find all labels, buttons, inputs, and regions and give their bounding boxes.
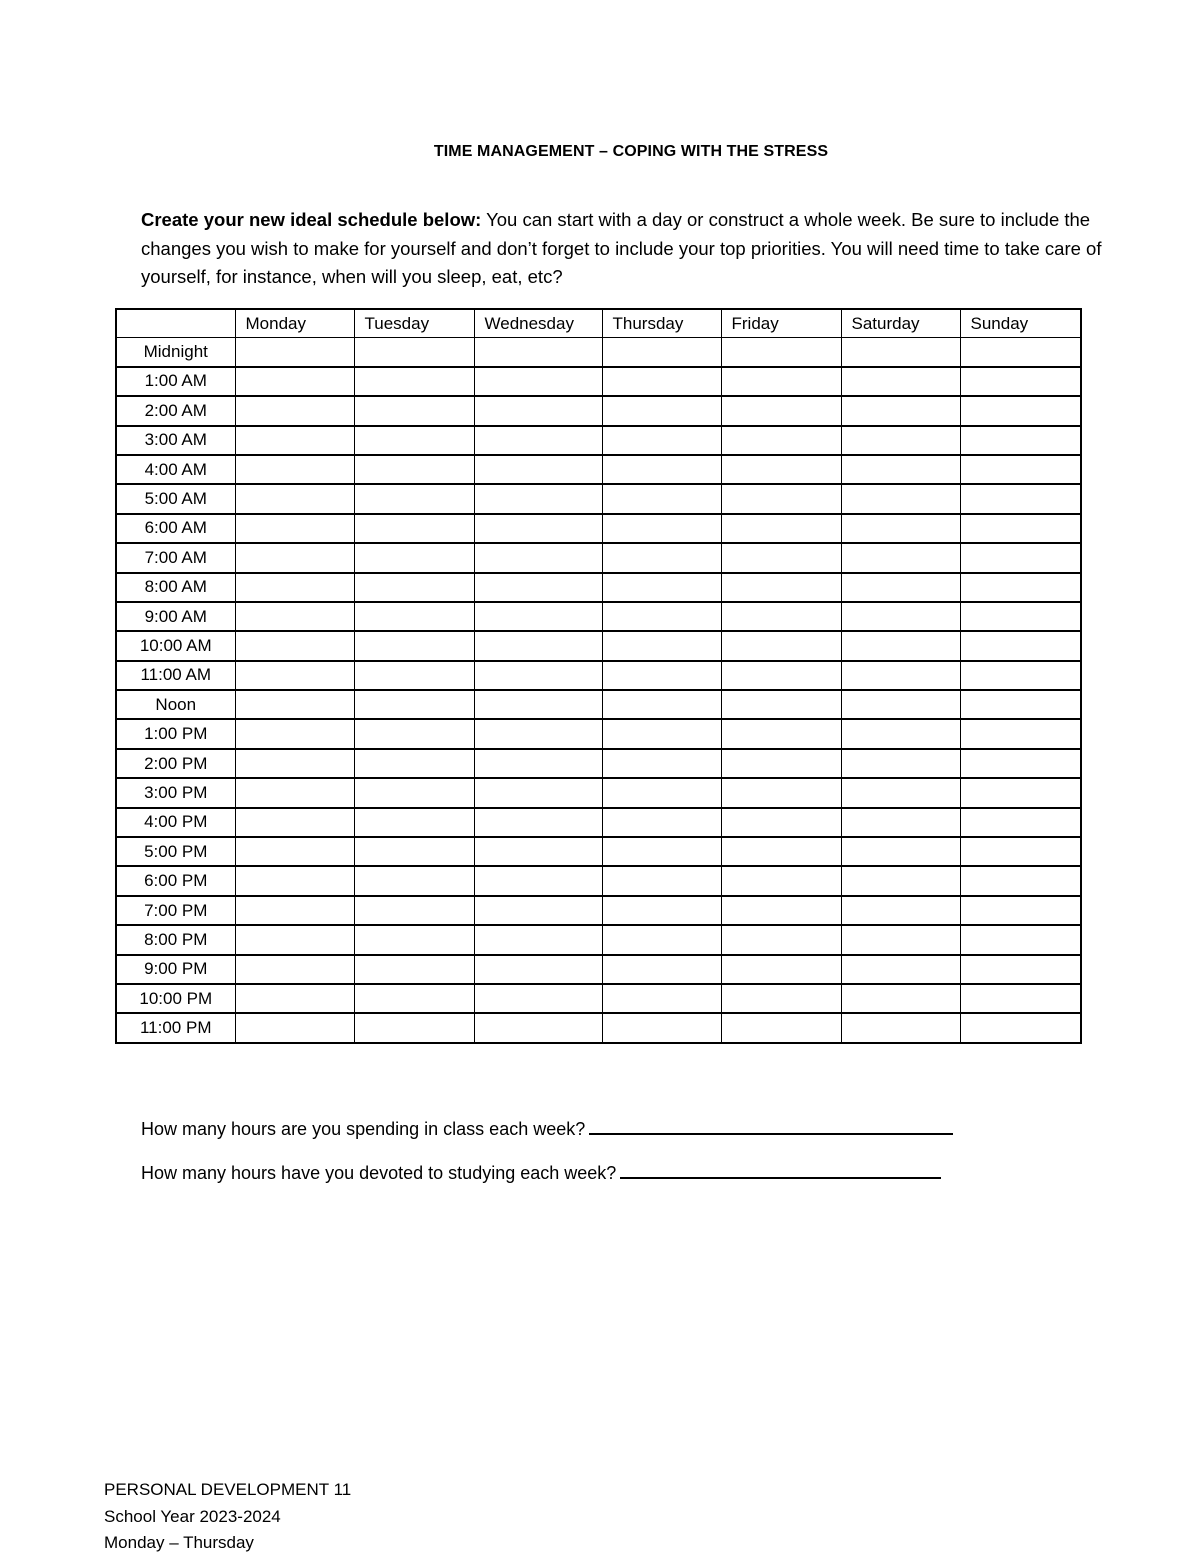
schedule-cell[interactable]	[841, 896, 960, 925]
schedule-cell[interactable]	[474, 837, 602, 866]
question-study-hours	[141, 1159, 941, 1184]
schedule-cell[interactable]	[235, 984, 354, 1013]
schedule-cell[interactable]	[841, 690, 960, 719]
schedule-cell[interactable]	[721, 338, 841, 367]
schedule-cell[interactable]	[841, 573, 960, 602]
schedule-cell[interactable]	[602, 955, 721, 984]
schedule-cell[interactable]	[354, 602, 474, 631]
header-corner-cell	[116, 309, 235, 338]
time-slot-label: 6:00 PM	[116, 866, 235, 895]
schedule-cell[interactable]	[841, 396, 960, 425]
schedule-cell[interactable]	[960, 1013, 1081, 1042]
schedule-cell[interactable]	[960, 484, 1081, 513]
schedule-cell[interactable]	[235, 1013, 354, 1042]
schedule-cell[interactable]	[474, 631, 602, 660]
schedule-cell[interactable]	[354, 631, 474, 660]
schedule-cell[interactable]	[841, 367, 960, 396]
schedule-cell[interactable]	[474, 778, 602, 807]
schedule-cell[interactable]	[602, 455, 721, 484]
schedule-cell[interactable]	[474, 984, 602, 1013]
schedule-cell[interactable]	[721, 866, 841, 895]
time-slot-label: 8:00 AM	[116, 573, 235, 602]
schedule-cell[interactable]	[960, 573, 1081, 602]
time-slot-label: 7:00 PM	[116, 896, 235, 925]
schedule-cell[interactable]	[235, 338, 354, 367]
schedule-cell[interactable]	[602, 925, 721, 954]
schedule-row	[116, 396, 1081, 425]
schedule-cell[interactable]	[721, 925, 841, 954]
schedule-cell[interactable]	[602, 896, 721, 925]
time-slot-label: 10:00 PM	[116, 984, 235, 1013]
schedule-cell[interactable]	[474, 719, 602, 748]
schedule-row	[116, 984, 1081, 1013]
schedule-row	[116, 719, 1081, 748]
schedule-cell[interactable]	[235, 602, 354, 631]
schedule-cell[interactable]	[474, 426, 602, 455]
schedule-cell[interactable]	[354, 367, 474, 396]
schedule-cell[interactable]	[602, 719, 721, 748]
schedule-cell[interactable]	[354, 455, 474, 484]
schedule-cell[interactable]	[841, 925, 960, 954]
time-slot-label: 11:00 AM	[116, 661, 235, 690]
schedule-cell[interactable]	[474, 514, 602, 543]
schedule-row	[116, 338, 1081, 367]
schedule-cell[interactable]	[235, 719, 354, 748]
schedule-cell[interactable]	[721, 602, 841, 631]
schedule-cell[interactable]	[474, 484, 602, 513]
schedule-cell[interactable]	[960, 866, 1081, 895]
schedule-cell[interactable]	[721, 984, 841, 1013]
schedule-cell[interactable]	[354, 396, 474, 425]
schedule-cell[interactable]	[602, 514, 721, 543]
schedule-cell[interactable]	[354, 984, 474, 1013]
schedule-cell[interactable]	[474, 925, 602, 954]
schedule-cell[interactable]	[354, 719, 474, 748]
schedule-cell[interactable]	[721, 484, 841, 513]
time-slot-label: 2:00 AM	[116, 396, 235, 425]
schedule-cell[interactable]	[474, 338, 602, 367]
schedule-row	[116, 426, 1081, 455]
answer-line-study-hours[interactable]	[620, 1159, 941, 1179]
schedule-cell[interactable]	[354, 543, 474, 572]
schedule-cell[interactable]	[721, 719, 841, 748]
schedule-cell[interactable]	[960, 455, 1081, 484]
schedule-cell[interactable]	[474, 690, 602, 719]
schedule-cell[interactable]	[602, 426, 721, 455]
schedule-cell[interactable]	[235, 955, 354, 984]
schedule-cell[interactable]	[721, 778, 841, 807]
schedule-cell[interactable]	[354, 896, 474, 925]
schedule-cell[interactable]	[474, 661, 602, 690]
schedule-cell[interactable]	[602, 778, 721, 807]
schedule-cell[interactable]	[235, 808, 354, 837]
schedule-cell[interactable]	[354, 514, 474, 543]
schedule-cell[interactable]	[960, 984, 1081, 1013]
schedule-row	[116, 808, 1081, 837]
schedule-cell[interactable]	[354, 778, 474, 807]
schedule-cell[interactable]	[960, 896, 1081, 925]
document-footer	[104, 1477, 351, 1557]
schedule-cell[interactable]	[235, 573, 354, 602]
schedule-cell[interactable]	[354, 749, 474, 778]
schedule-cell[interactable]	[841, 631, 960, 660]
header-day-friday: Friday	[721, 309, 841, 338]
schedule-cell[interactable]	[602, 866, 721, 895]
schedule-cell[interactable]	[474, 955, 602, 984]
schedule-cell[interactable]	[721, 955, 841, 984]
answer-line-class-hours[interactable]	[589, 1115, 953, 1135]
schedule-cell[interactable]	[354, 808, 474, 837]
schedule-cell[interactable]	[235, 837, 354, 866]
schedule-cell[interactable]	[721, 455, 841, 484]
schedule-cell[interactable]	[354, 1013, 474, 1042]
time-slot-label: 1:00 AM	[116, 367, 235, 396]
schedule-cell[interactable]	[354, 338, 474, 367]
schedule-cell[interactable]	[235, 514, 354, 543]
schedule-row	[116, 631, 1081, 660]
time-slot-label: 5:00 AM	[116, 484, 235, 513]
schedule-cell[interactable]	[235, 925, 354, 954]
schedule-cell[interactable]	[235, 631, 354, 660]
schedule-cell[interactable]	[474, 808, 602, 837]
schedule-cell[interactable]	[354, 690, 474, 719]
schedule-cell[interactable]	[960, 778, 1081, 807]
schedule-body	[116, 338, 1081, 1043]
schedule-cell[interactable]	[474, 1013, 602, 1042]
schedule-cell[interactable]	[235, 367, 354, 396]
schedule-cell[interactable]	[354, 661, 474, 690]
schedule-cell[interactable]	[841, 1013, 960, 1042]
schedule-row	[116, 925, 1081, 954]
schedule-cell[interactable]	[721, 749, 841, 778]
schedule-cell[interactable]	[841, 484, 960, 513]
schedule-cell[interactable]	[721, 896, 841, 925]
schedule-cell[interactable]	[235, 896, 354, 925]
schedule-cell[interactable]	[354, 866, 474, 895]
schedule-cell[interactable]	[960, 338, 1081, 367]
schedule-cell[interactable]	[602, 396, 721, 425]
schedule-cell[interactable]	[354, 837, 474, 866]
schedule-row	[116, 573, 1081, 602]
header-day-wednesday: Wednesday	[474, 309, 602, 338]
question-study-hours-text: How many hours have you devoted to studying each week?	[141, 1163, 617, 1183]
schedule-row	[116, 367, 1081, 396]
schedule-cell[interactable]	[841, 426, 960, 455]
schedule-cell[interactable]	[960, 719, 1081, 748]
schedule-cell[interactable]	[602, 661, 721, 690]
time-slot-label: Noon	[116, 690, 235, 719]
schedule-cell[interactable]	[235, 396, 354, 425]
schedule-cell[interactable]	[354, 426, 474, 455]
schedule-cell[interactable]	[474, 573, 602, 602]
schedule-cell[interactable]	[602, 338, 721, 367]
schedule-cell[interactable]	[474, 543, 602, 572]
schedule-cell[interactable]	[841, 514, 960, 543]
schedule-cell[interactable]	[721, 396, 841, 425]
schedule-cell[interactable]	[960, 602, 1081, 631]
time-slot-label: 10:00 AM	[116, 631, 235, 660]
footer-course: PERSONAL DEVELOPMENT 11	[104, 1480, 352, 1499]
time-slot-label: 8:00 PM	[116, 925, 235, 954]
time-slot-label: Midnight	[116, 338, 235, 367]
schedule-cell[interactable]	[602, 484, 721, 513]
time-slot-label: 9:00 PM	[116, 955, 235, 984]
question-class-hours-text: How many hours are you spending in class each week?	[141, 1119, 586, 1139]
schedule-cell[interactable]	[354, 955, 474, 984]
schedule-row	[116, 484, 1081, 513]
schedule-cell[interactable]	[602, 690, 721, 719]
schedule-cell[interactable]	[602, 543, 721, 572]
schedule-cell[interactable]	[960, 631, 1081, 660]
header-day-tuesday: Tuesday	[354, 309, 474, 338]
schedule-cell[interactable]	[960, 661, 1081, 690]
header-day-sunday: Sunday	[960, 309, 1081, 338]
schedule-cell[interactable]	[602, 602, 721, 631]
schedule-cell[interactable]	[960, 426, 1081, 455]
time-slot-label: 11:00 PM	[116, 1013, 235, 1042]
schedule-cell[interactable]	[960, 396, 1081, 425]
schedule-cell[interactable]	[474, 866, 602, 895]
schedule-row	[116, 955, 1081, 984]
schedule-row	[116, 455, 1081, 484]
time-slot-label: 4:00 PM	[116, 808, 235, 837]
schedule-cell[interactable]	[235, 690, 354, 719]
schedule-cell[interactable]	[354, 573, 474, 602]
time-slot-label: 1:00 PM	[116, 719, 235, 748]
schedule-cell[interactable]	[841, 808, 960, 837]
schedule-cell[interactable]	[235, 661, 354, 690]
schedule-cell[interactable]	[841, 837, 960, 866]
footer-school-year: School Year 2023-2024	[104, 1506, 281, 1526]
schedule-row	[116, 778, 1081, 807]
schedule-cell[interactable]	[960, 808, 1081, 837]
schedule-cell[interactable]	[235, 749, 354, 778]
schedule-cell[interactable]	[721, 631, 841, 660]
time-slot-label: 3:00 PM	[116, 778, 235, 807]
schedule-cell[interactable]	[960, 543, 1081, 572]
schedule-cell[interactable]	[960, 925, 1081, 954]
schedule-cell[interactable]	[602, 984, 721, 1013]
schedule-row	[116, 661, 1081, 690]
schedule-cell[interactable]	[602, 837, 721, 866]
schedule-row	[116, 543, 1081, 572]
time-slot-label: 6:00 AM	[116, 514, 235, 543]
schedule-cell[interactable]	[474, 896, 602, 925]
header-day-saturday: Saturday	[841, 309, 960, 338]
schedule-cell[interactable]	[960, 690, 1081, 719]
schedule-cell[interactable]	[354, 925, 474, 954]
schedule-cell[interactable]	[841, 661, 960, 690]
schedule-cell[interactable]	[841, 455, 960, 484]
schedule-cell[interactable]	[235, 484, 354, 513]
time-slot-label: 9:00 AM	[116, 602, 235, 631]
schedule-cell[interactable]	[602, 1013, 721, 1042]
schedule-header-row	[116, 309, 1081, 338]
instructions-lead: Create your new ideal schedule below:	[141, 209, 482, 230]
schedule-cell[interactable]	[602, 573, 721, 602]
schedule-cell[interactable]	[474, 602, 602, 631]
question-class-hours	[141, 1115, 953, 1140]
schedule-cell[interactable]	[960, 367, 1081, 396]
schedule-row	[116, 837, 1081, 866]
time-slot-label: 7:00 AM	[116, 543, 235, 572]
schedule-cell[interactable]	[721, 690, 841, 719]
schedule-cell[interactable]	[721, 808, 841, 837]
schedule-cell[interactable]	[235, 866, 354, 895]
schedule-cell[interactable]	[721, 1013, 841, 1042]
schedule-row	[116, 749, 1081, 778]
schedule-cell[interactable]	[602, 808, 721, 837]
schedule-row	[116, 1013, 1081, 1042]
schedule-row	[116, 866, 1081, 895]
schedule-cell[interactable]	[721, 661, 841, 690]
schedule-cell[interactable]	[474, 396, 602, 425]
schedule-cell[interactable]	[235, 455, 354, 484]
schedule-cell[interactable]	[602, 367, 721, 396]
schedule-cell[interactable]	[721, 426, 841, 455]
schedule-cell[interactable]	[841, 338, 960, 367]
schedule-cell[interactable]	[960, 837, 1081, 866]
schedule-cell[interactable]	[960, 955, 1081, 984]
schedule-cell[interactable]	[841, 749, 960, 778]
header-day-thursday: Thursday	[602, 309, 721, 338]
schedule-cell[interactable]	[235, 543, 354, 572]
schedule-cell[interactable]	[721, 543, 841, 572]
schedule-cell[interactable]	[721, 573, 841, 602]
schedule-cell[interactable]	[474, 367, 602, 396]
schedule-cell[interactable]	[602, 631, 721, 660]
schedule-cell[interactable]	[841, 984, 960, 1013]
schedule-row	[116, 602, 1081, 631]
schedule-cell[interactable]	[841, 866, 960, 895]
footer-schedule-days: Monday – Thursday	[104, 1533, 254, 1552]
schedule-cell[interactable]	[602, 749, 721, 778]
schedule-row	[116, 690, 1081, 719]
time-slot-label: 3:00 AM	[116, 426, 235, 455]
schedule-cell[interactable]	[841, 955, 960, 984]
schedule-cell[interactable]	[960, 749, 1081, 778]
schedule-cell[interactable]	[474, 749, 602, 778]
schedule-row	[116, 896, 1081, 925]
schedule-cell[interactable]	[235, 426, 354, 455]
instructions-paragraph	[141, 206, 1131, 292]
schedule-cell[interactable]	[721, 837, 841, 866]
schedule-cell[interactable]	[235, 778, 354, 807]
time-slot-label: 4:00 AM	[116, 455, 235, 484]
schedule-cell[interactable]	[721, 514, 841, 543]
time-slot-label: 2:00 PM	[116, 749, 235, 778]
header-day-monday: Monday	[235, 309, 354, 338]
schedule-cell[interactable]	[841, 719, 960, 748]
time-slot-label: 5:00 PM	[116, 837, 235, 866]
document-title: TIME MANAGEMENT – COPING WITH THE STRESS	[433, 143, 829, 160]
schedule-cell[interactable]	[841, 778, 960, 807]
schedule-cell[interactable]	[841, 602, 960, 631]
instructions-body: You can start with a day or construct a whole week. Be sure to include the changes you wish to make for yourself and don’t forget to include your top priorities. You will need time to take care of yourself, for instance, when will you sleep, eat, etc?	[141, 209, 1102, 287]
schedule-cell[interactable]	[960, 514, 1081, 543]
weekly-schedule-table	[115, 308, 1082, 1044]
schedule-row	[116, 514, 1081, 543]
schedule-cell[interactable]	[354, 484, 474, 513]
schedule-cell[interactable]	[474, 455, 602, 484]
schedule-cell[interactable]	[721, 367, 841, 396]
schedule-cell[interactable]	[841, 543, 960, 572]
